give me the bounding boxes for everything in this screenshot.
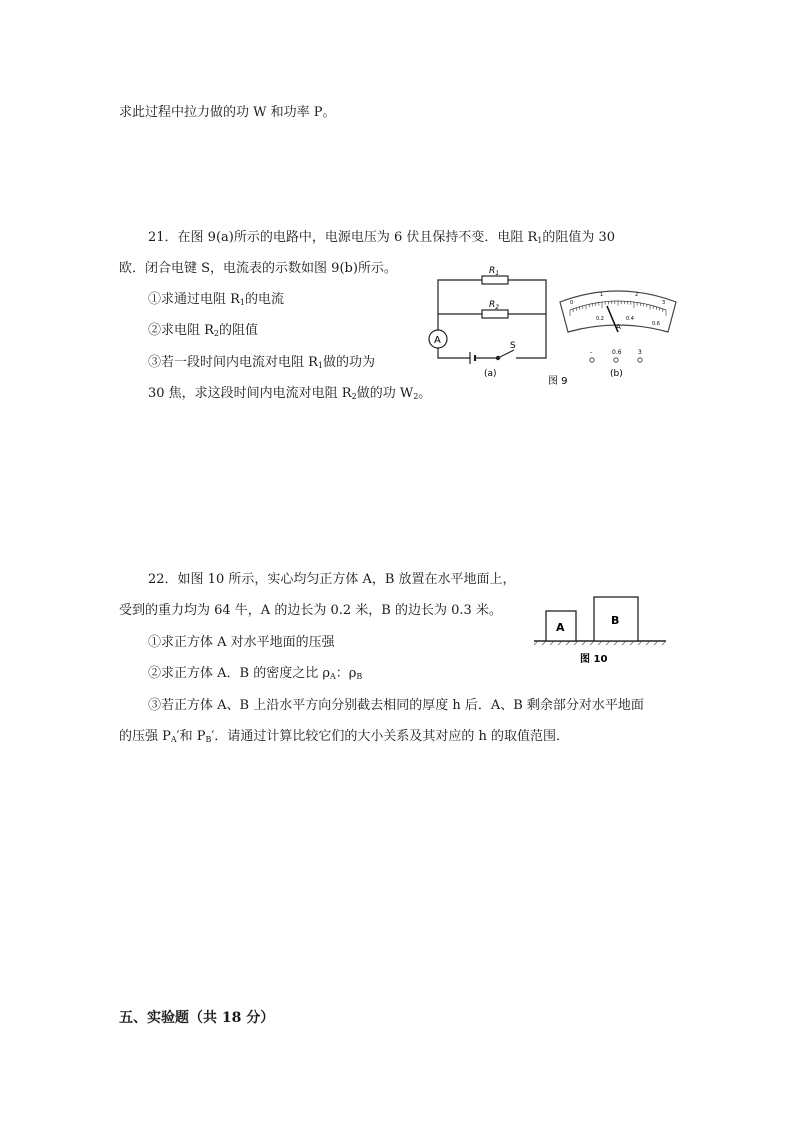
q21-item-1 [148,291,284,312]
dial-unit: A [616,323,621,331]
q22-item-1-text: ①求正方体 A 对水平地面的压强 [148,635,335,650]
scale-top-1: 1 [600,292,604,298]
q21-line-1-tail: 的阻值为 30 [542,230,616,245]
q21-line-1-sub: 1 [537,236,543,245]
q21-line-2-text: 欧．闭合电键 S，电流表的示数如图 9(b)所示。 [119,261,397,276]
q22-item-3b-pre: 的压强 P [119,729,171,744]
circuit-diagram [429,276,546,364]
circuit-lower-left-wire [438,346,470,358]
circuit-outer-wire [438,280,546,358]
resistor-r2 [482,310,508,318]
figure-10 [530,590,670,670]
q21-item-3b-end: 。 [418,386,432,401]
q22-item-3b-sub: A [170,735,177,744]
q22-item-2-sub2: B [356,672,363,681]
q22-item-2 [148,665,362,686]
q21-item-1-sub: 1 [239,298,246,307]
q21-item-3b-sub: 2 [351,392,357,401]
q21-item-3-sub: 1 [317,361,324,370]
q22-item-1 [148,634,335,652]
q22-item-2-mid: ：ρ [335,666,357,681]
terminal-3-post [638,358,642,362]
prev-question-text [119,104,336,122]
switch-blade [498,350,514,358]
q21-item-2-sub: 2 [213,329,220,338]
q21-item-1-text: ①求通过电阻 R [148,292,240,307]
q22-item-3-text: ③若正方体 A、B 上沿水平方向分别截去相同的厚度 h 后．A、B 剩余部分对水平地面 [148,698,644,713]
q21-item-3-text: ③若一段时间内电流对电阻 R [148,355,318,370]
switch-label: S [510,341,516,351]
q21-item-3b [148,385,431,406]
ammeter-label: A [434,335,441,346]
q21-item-3 [148,354,375,375]
q22-item-3b-tail: ′．请通过计算比较它们的大小关系及其对应的 h 的取值范围． [211,729,569,744]
terminal-minus: - [590,349,593,356]
cube-b-label: B [611,614,620,627]
scale-top-3: 3 [662,300,666,306]
section-5-heading [119,1009,274,1027]
caption-a: (a) [484,369,497,379]
q21-item-3b-tail: 做的功 W [356,386,414,401]
terminal-3: 3 [638,349,642,356]
q21-line-2 [119,260,397,278]
ammeter-dial [560,291,676,362]
scale-top-2: 2 [635,292,639,298]
q22-item-3b [119,728,569,749]
q22-line-2-text: 受到的重力均为 64 牛，A 的边长为 0.2 米，B 的边长为 0.3 米。 [119,603,502,618]
q21-item-3-tail: 做的功为 [323,355,376,370]
scale-bottom-3: 0.6 [652,321,660,327]
q22-line-1 [148,571,516,589]
section-5-title: 五、实验题（共 18 分） [119,1010,275,1026]
q22-item-2-text: ②求正方体 A．B 的密度之比 ρ [148,666,330,681]
r2-label: $R_2$ [489,300,500,311]
figure-9 [420,262,690,392]
q21-item-1-tail: 的电流 [245,292,285,307]
scale-top-0: 0 [570,300,574,306]
q22-line-1-text: 22．如图 10 所示，实心均匀正方体 A，B 放置在水平地面上， [148,572,516,587]
figure-10-caption: 图 10 [580,654,608,665]
resistor-r1 [482,276,508,284]
q22-item-3 [148,697,644,715]
q21-item-2 [148,322,258,343]
q21-item-3b-text: 30 焦，求这段时间内电流对电阻 R [148,386,352,401]
q22-item-3b-sub2: B [205,735,212,744]
terminal-06-post [614,358,618,362]
terminal-06: 0.6 [612,349,622,356]
caption-b: (b) [610,369,623,379]
q22-item-2-sub: A [329,672,336,681]
q21-line-1 [148,229,615,250]
q21-item-2-tail: 的阻值 [219,323,259,338]
scale-bottom-2: 0.4 [626,316,634,322]
prev-line-1: 求此过程中拉力做的功 W 和功率 P。 [119,105,336,120]
terminal-minus-post [590,358,594,362]
cube-a-label: A [556,621,565,634]
r1-label: $R_1$ [489,266,500,277]
q22-item-3b-mid: ′和 P [176,729,206,744]
caption-fig9: 图 9 [548,376,568,387]
q21-line-1-text: 21．在图 9(a)所示的电路中，电源电压为 6 伏且保持不变．电阻 R [148,230,538,245]
q21-item-2-text: ②求电阻 R [148,323,214,338]
q22-line-2 [119,602,502,620]
scale-bottom-1: 0.2 [596,316,604,322]
q21-item-3b-sub2: 2 [413,392,419,401]
